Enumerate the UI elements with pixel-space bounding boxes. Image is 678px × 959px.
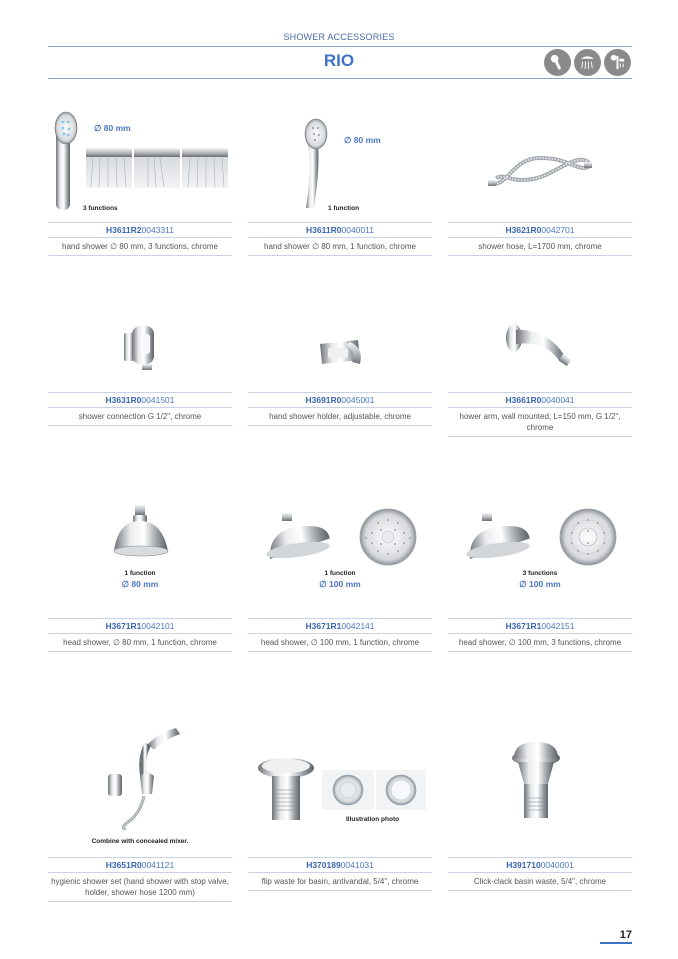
hand-shower-holder-image: [248, 278, 432, 388]
diameter-label: ∅ 100 mm: [519, 579, 561, 589]
product-description: hand shower ∅ 80 mm, 3 functions, chrome: [48, 238, 232, 256]
product-description: shower connection G 1/2", chrome: [48, 408, 232, 426]
flip-waste-image: [248, 718, 432, 830]
shower-connection-image: [48, 278, 232, 388]
hand-shower-icon: [544, 49, 571, 76]
product-code: H3621R00042701: [448, 222, 632, 238]
header-rule-bottom: [48, 78, 632, 79]
head-shower-icon: [574, 49, 601, 76]
product-description: shower hose, L=1700 mm, chrome: [448, 238, 632, 256]
brand-title: RIO: [323, 51, 355, 70]
diameter-label: ∅ 80 mm: [94, 123, 131, 133]
combine-note: Combine with concealed mixer.: [91, 838, 189, 845]
head-shower-80-image: [48, 503, 232, 613]
product-code: H3691R00045001: [248, 392, 432, 408]
hand-shower-1f-image: [248, 108, 432, 218]
page-number: 17: [600, 929, 632, 944]
header-rule-top: [48, 46, 632, 47]
shower-set-icon: [604, 49, 631, 76]
head-shower-100-1f-image: [248, 503, 432, 613]
product-code: H3671R10042101: [48, 618, 232, 634]
product-description: hand shower ∅ 80 mm, 1 function, chrome: [248, 238, 432, 256]
functions-label: 1 function: [328, 205, 360, 212]
product-code: H3661R00040041: [448, 392, 632, 408]
product-code: H3651R00041121: [48, 857, 232, 873]
product-description: hygienic shower set (hand shower with stop valve, holder, shower hose 1200 mm): [48, 873, 232, 902]
product-code: H3701890041031: [248, 857, 432, 873]
product-code: H3917100040001: [448, 857, 632, 873]
diameter-label: ∅ 100 mm: [319, 579, 361, 589]
product-code: H3671R10042141: [248, 618, 432, 634]
product-description: hand shower holder, adjustable, chrome: [248, 408, 432, 426]
product-description: head shower, ∅ 100 mm, 1 function, chrome: [248, 634, 432, 652]
product-description: head shower, ∅ 80 mm, 1 function, chrome: [48, 634, 232, 652]
diameter-label: ∅ 80 mm: [121, 579, 159, 589]
feature-badges: [544, 49, 631, 76]
functions-label: 1 function: [324, 570, 356, 577]
functions-label: 3 functions: [83, 205, 118, 212]
diameter-label: ∅ 80 mm: [344, 135, 381, 145]
illustration-note: Illustration photo: [346, 816, 400, 823]
product-code: H3631R00041501: [48, 392, 232, 408]
product-code: H3611R20043311: [48, 222, 232, 238]
head-shower-100-3f-image: [448, 503, 632, 613]
product-description: Click-clack basin waste, 5/4", chrome: [448, 873, 632, 891]
hygienic-shower-set-image: [48, 718, 232, 830]
shower-arm-image: [448, 278, 632, 388]
product-description: flip waste for basin, antivandal, 5/4", chrome: [248, 873, 432, 891]
product-description: hower arm, wall mounted, L=150 mm, G 1/2", chrome: [448, 408, 632, 437]
functions-label: 1 function: [124, 570, 156, 577]
shower-hose-image: [448, 108, 632, 218]
hand-shower-3f-image: [48, 108, 232, 218]
functions-label: 3 functions: [522, 570, 558, 577]
product-code: H3611R00040011: [248, 222, 432, 238]
product-description: head shower, ∅ 100 mm, 3 functions, chrome: [448, 634, 632, 652]
click-clack-waste-image: [448, 718, 632, 830]
product-code: H3671R10042151: [448, 618, 632, 634]
section-category: SHOWER ACCESSORIES: [283, 32, 395, 42]
